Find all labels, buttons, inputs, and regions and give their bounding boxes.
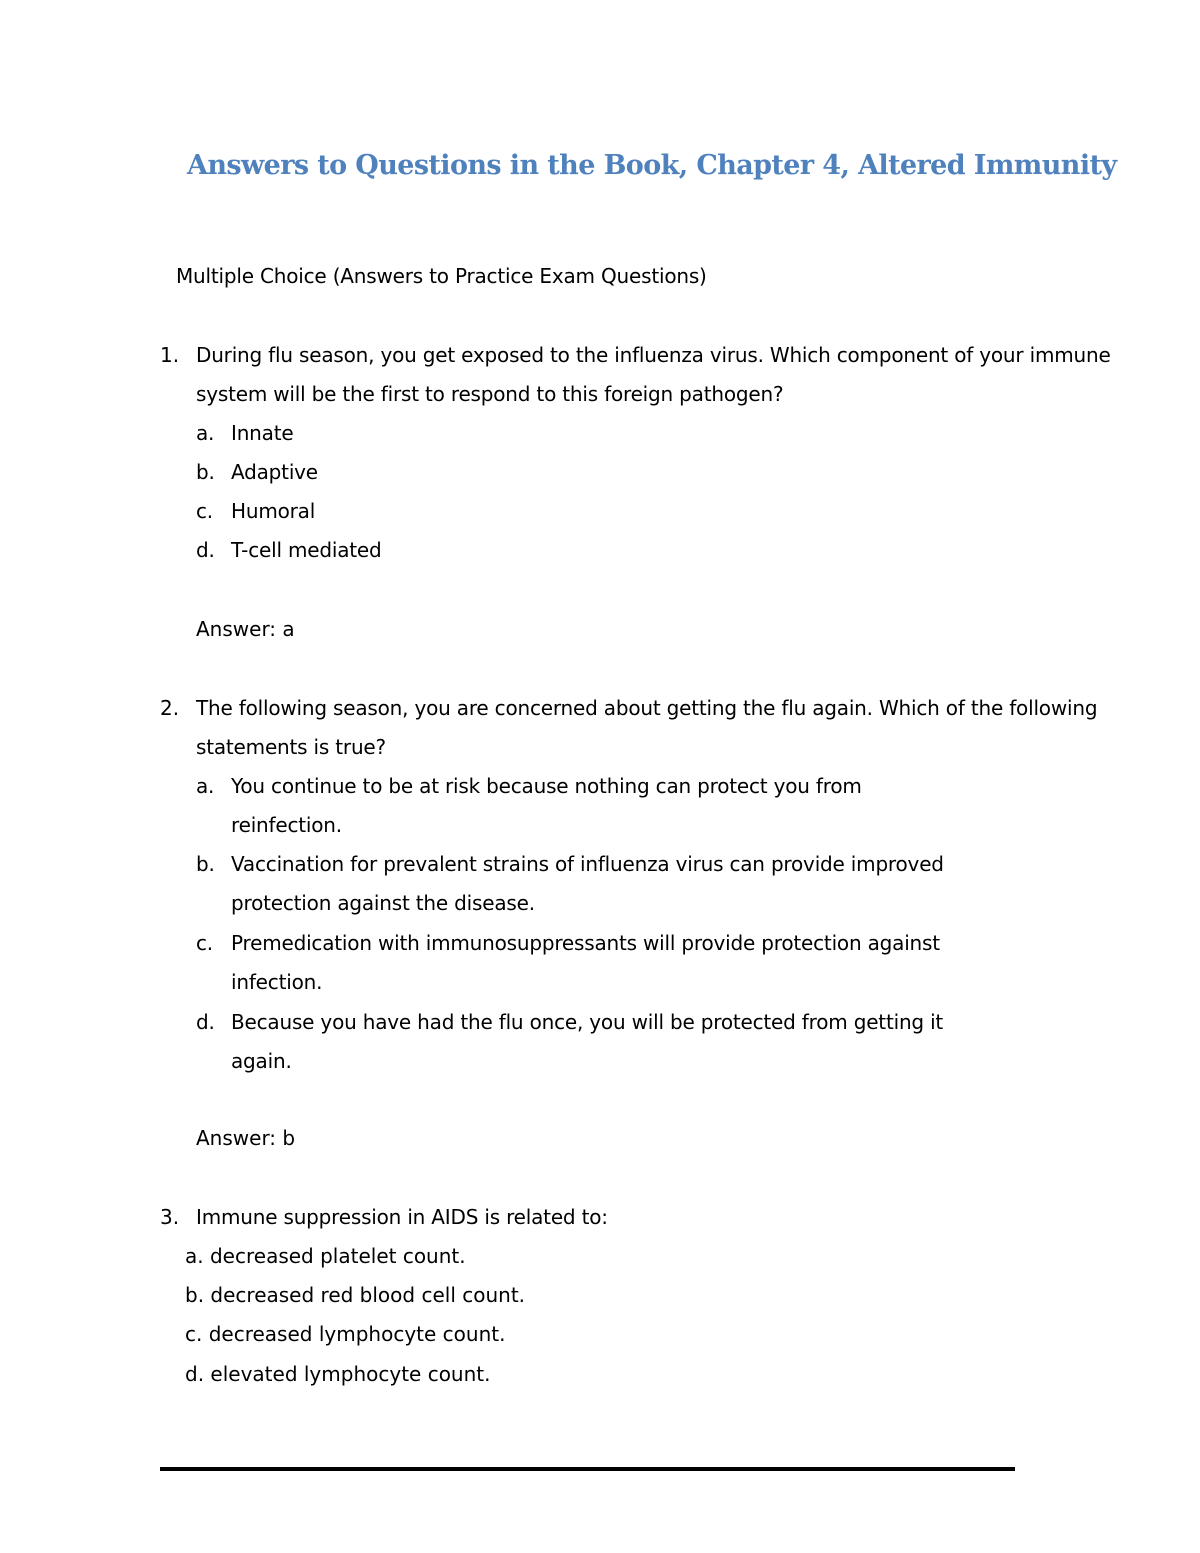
option-text: Adaptive (231, 460, 318, 484)
option-item (196, 1003, 956, 1081)
option-text: decreased platelet count. (209, 1244, 466, 1268)
option-letter: b. (196, 852, 215, 876)
option-text: decreased red blood cell count. (210, 1283, 526, 1307)
option-text: You continue to be at risk because nothing can protect you from reinfection. (231, 774, 862, 837)
option-text: Vaccination for prevalent strains of influenza virus can provide improved protection against the disease. (231, 852, 944, 915)
footer-divider (160, 1467, 1015, 1471)
answer-line: Answer: b (196, 1126, 296, 1150)
option-item (185, 1315, 505, 1354)
option-item (196, 453, 956, 492)
answer-line: Answer: a (196, 617, 295, 641)
option-letter: b. (196, 460, 215, 484)
option-item (196, 767, 956, 845)
option-item (196, 924, 956, 1002)
option-item (196, 414, 956, 453)
option-letter: a. (185, 1244, 204, 1268)
option-letter: c. (196, 931, 213, 955)
option-letter: a. (196, 421, 215, 445)
option-item (185, 1276, 525, 1315)
document-title: Answers to Questions in the Book, Chapter 4, Altered Immunity (187, 150, 1117, 181)
option-item (196, 492, 956, 531)
section-heading: Multiple Choice (Answers to Practice Exam Questions) (176, 264, 707, 288)
option-item (196, 531, 956, 570)
option-text: T-cell mediated (231, 538, 382, 562)
option-letter: c. (185, 1322, 203, 1346)
question-text: The following season, you are concerned about getting the flu again. Which of the following statements is true? (196, 696, 1098, 759)
option-letter: a. (196, 774, 215, 798)
option-text: Innate (231, 421, 294, 445)
option-item (196, 845, 956, 923)
option-letter: d. (196, 1010, 215, 1034)
option-letter: c. (196, 499, 213, 523)
question-number: 2. (160, 696, 180, 720)
option-item (185, 1355, 490, 1394)
option-text: Premedication with immunosuppressants will provide protection against infection. (231, 931, 940, 994)
option-text: Humoral (231, 499, 316, 523)
option-text: decreased lymphocyte count. (208, 1322, 506, 1346)
question-text: Immune suppression in AIDS is related to: (196, 1205, 608, 1229)
question-number: 1. (160, 343, 180, 367)
option-item (185, 1237, 466, 1276)
option-text: Because you have had the flu once, you will be protected from getting it again. (231, 1010, 944, 1073)
option-letter: b. (185, 1283, 205, 1307)
question-number: 3. (160, 1205, 180, 1229)
option-letter: d. (196, 538, 215, 562)
question-text: During flu season, you get exposed to the influenza virus. Which component of your immune system will be the first to respond to this foreign pathogen? (196, 343, 1111, 406)
option-text: elevated lymphocyte count. (210, 1362, 491, 1386)
option-letter: d. (185, 1362, 205, 1386)
